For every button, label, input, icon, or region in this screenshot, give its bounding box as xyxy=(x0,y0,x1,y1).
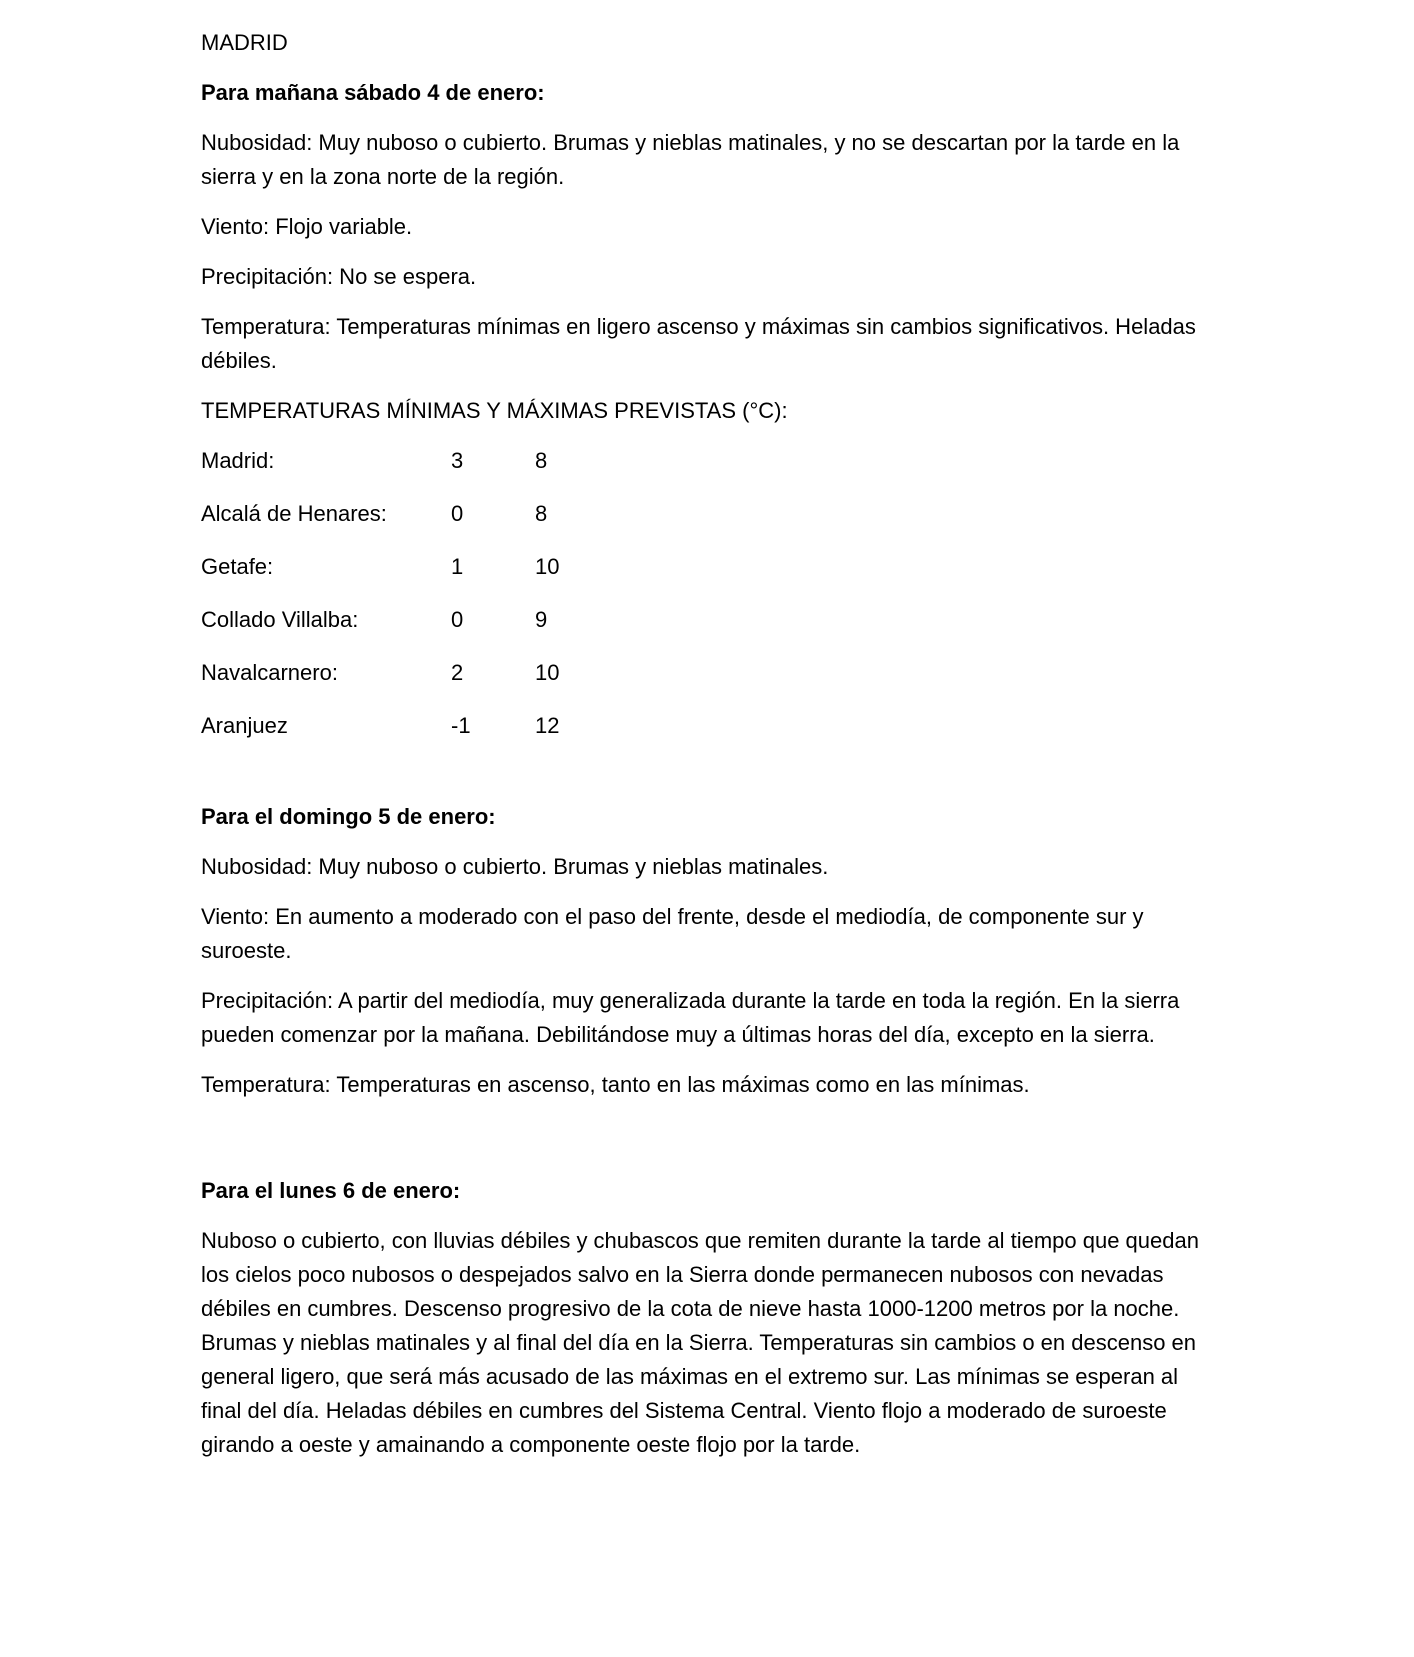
city-name: Aranjuez xyxy=(201,713,288,738)
city-name: Collado Villalba: xyxy=(201,607,359,632)
max-temp: 10 xyxy=(535,660,560,685)
min-temp: 1 xyxy=(451,554,464,579)
temperature-table xyxy=(201,444,1211,743)
table-row xyxy=(201,497,1211,531)
day2-cloudiness: Nubosidad: Muy nuboso o cubierto. Brumas y nieblas matinales. xyxy=(201,854,829,879)
city-name: Madrid: xyxy=(201,448,275,473)
city-name: Navalcarnero: xyxy=(201,660,338,685)
max-temp: 9 xyxy=(535,607,548,632)
region-title: MADRID xyxy=(201,30,288,55)
day1-temperature: Temperatura: Temperaturas mínimas en ligero ascenso y máximas sin cambios significativos. Heladas débiles. xyxy=(201,314,1196,373)
table-row xyxy=(201,550,1211,584)
spacer xyxy=(201,1118,1211,1174)
max-temp: 10 xyxy=(535,554,560,579)
max-temp: 12 xyxy=(535,713,560,738)
table-row xyxy=(201,656,1211,690)
day1-heading: Para mañana sábado 4 de enero: xyxy=(201,80,545,105)
day1-wind: Viento: Flojo variable. xyxy=(201,214,413,239)
day2-precipitation: Precipitación: A partir del mediodía, muy generalizada durante la tarde en toda la región. En la sierra pueden comenzar por la mañana. Debilitándose muy a últimas horas del día, excepto en la sierra. xyxy=(201,988,1180,1047)
day3-heading: Para el lunes 6 de enero: xyxy=(201,1178,461,1203)
table-row xyxy=(201,709,1211,743)
min-temp: -1 xyxy=(451,713,471,738)
spacer xyxy=(201,762,1211,800)
day1-cloudiness: Nubosidad: Muy nuboso o cubierto. Brumas y nieblas matinales, y no se descartan por la tarde en la sierra y en la zona norte de la región. xyxy=(201,130,1180,189)
min-temp: 3 xyxy=(451,448,464,473)
day1-precipitation: Precipitación: No se espera. xyxy=(201,264,477,289)
min-temp: 0 xyxy=(451,501,464,526)
temperature-table-title: TEMPERATURAS MÍNIMAS Y MÁXIMAS PREVISTAS (°C): xyxy=(201,398,788,423)
day3-text: Nuboso o cubierto, con lluvias débiles y chubascos que remiten durante la tarde al tiempo que quedan los cielos poco nubosos o despejados salvo en la Sierra donde permanecen nubosos con nevadas débiles en cumbres. Descenso progresivo de la cota de nieve hasta 1000-1200 metros por la noche. Brumas y nieblas matinales y al final del día en la Sierra. Temperaturas sin cambios o en descenso en general ligero, que será más acusado de las máximas en el extremo sur. Las mínimas se esperan al final del día. Heladas débiles en cumbres del Sistema Central. Viento flojo a moderado de suroeste girando a oeste y amainando a componente oeste flojo por la tarde. xyxy=(201,1228,1199,1457)
day2-heading: Para el domingo 5 de enero: xyxy=(201,804,496,829)
day2-wind: Viento: En aumento a moderado con el paso del frente, desde el mediodía, de componente sur y suroeste. xyxy=(201,904,1144,963)
min-temp: 0 xyxy=(451,607,464,632)
max-temp: 8 xyxy=(535,501,548,526)
forecast-document xyxy=(201,26,1211,1478)
min-temp: 2 xyxy=(451,660,464,685)
table-row xyxy=(201,444,1211,478)
city-name: Alcalá de Henares: xyxy=(201,501,387,526)
day2-temperature: Temperatura: Temperaturas en ascenso, tanto en las máximas como en las mínimas. xyxy=(201,1072,1030,1097)
max-temp: 8 xyxy=(535,448,548,473)
table-row xyxy=(201,603,1211,637)
city-name: Getafe: xyxy=(201,554,274,579)
